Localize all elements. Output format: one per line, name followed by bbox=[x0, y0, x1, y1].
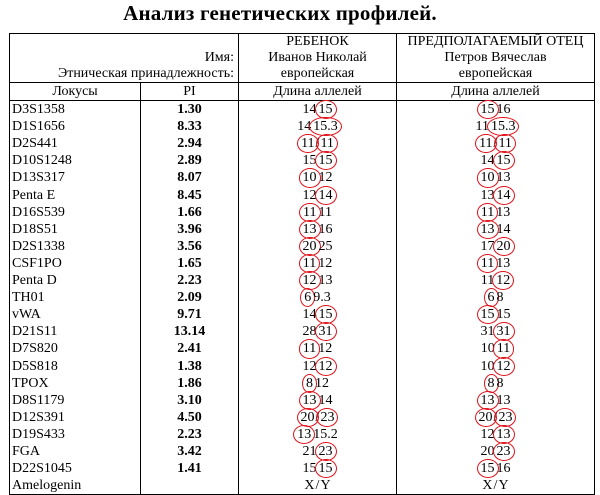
table-row bbox=[10, 255, 595, 272]
child-role: РЕБЕНОК bbox=[239, 34, 397, 51]
matching-allele: 15.3 bbox=[490, 119, 516, 135]
allele: 14 bbox=[302, 102, 317, 118]
header-row-role bbox=[10, 34, 595, 51]
child-name: Иванов Николай bbox=[239, 50, 397, 66]
child-alleles bbox=[239, 426, 397, 443]
father-name: Петров Вячеслав bbox=[397, 50, 595, 66]
pi-value: 1.66 bbox=[141, 204, 239, 221]
locus-name: Penta D bbox=[10, 272, 141, 289]
father-alleles bbox=[397, 477, 595, 495]
table-row bbox=[10, 118, 595, 135]
matching-allele: 11 bbox=[498, 136, 512, 152]
locus-name: Amelogenin bbox=[10, 477, 141, 495]
allele: 12 bbox=[302, 358, 317, 374]
table-row bbox=[10, 323, 595, 340]
father-alleles bbox=[397, 135, 595, 152]
pi-value: 1.41 bbox=[141, 460, 239, 477]
father-alleles bbox=[397, 204, 595, 221]
matching-allele: 15 bbox=[318, 102, 333, 118]
allele: X bbox=[304, 478, 315, 494]
matching-allele: 31 bbox=[318, 324, 333, 340]
allele: 16 bbox=[318, 221, 333, 237]
matching-allele: 15 bbox=[496, 153, 511, 169]
allele: 14 bbox=[297, 119, 312, 135]
matching-allele: 13 bbox=[302, 221, 317, 237]
father-alleles bbox=[397, 221, 595, 238]
pi-value: 8.45 bbox=[141, 187, 239, 204]
child-alleles bbox=[239, 460, 397, 477]
allele: 13 bbox=[480, 187, 495, 203]
table-row bbox=[10, 426, 595, 443]
allele-separator: / bbox=[315, 136, 320, 152]
locus-name: D3S1358 bbox=[10, 101, 141, 119]
child-alleles bbox=[239, 477, 397, 495]
allele: 21 bbox=[302, 443, 317, 459]
ethnicity-label: Этническая принадлежность: bbox=[10, 66, 239, 83]
allele: 15 bbox=[496, 307, 511, 323]
locus-name: FGA bbox=[10, 443, 141, 460]
allele: 11 bbox=[480, 273, 495, 289]
locus-name: Penta E bbox=[10, 187, 141, 204]
matching-allele: 20 bbox=[478, 409, 493, 425]
pi-value: 4.50 bbox=[141, 409, 239, 426]
pi-value: 3.10 bbox=[141, 392, 239, 409]
child-alleles bbox=[239, 289, 397, 306]
locus-name: D2S441 bbox=[10, 135, 141, 152]
father-alleles bbox=[397, 169, 595, 186]
matching-allele: 20 bbox=[300, 409, 315, 425]
allele-separator: / bbox=[315, 478, 320, 494]
father-alleles bbox=[397, 238, 595, 255]
father-alleles bbox=[397, 340, 595, 357]
matching-allele: 8 bbox=[487, 375, 495, 391]
father-alleles bbox=[397, 272, 595, 289]
allele: 25 bbox=[318, 238, 333, 254]
child-alleles bbox=[239, 272, 397, 289]
father-alleles bbox=[397, 426, 595, 443]
genetic-profile-table bbox=[9, 33, 595, 495]
father-alleles bbox=[397, 392, 595, 409]
matching-allele: 14 bbox=[496, 187, 511, 203]
allele: X bbox=[482, 478, 493, 494]
matching-allele: 13 bbox=[297, 426, 312, 442]
child-alleles bbox=[239, 169, 397, 186]
matching-allele: 13 bbox=[480, 221, 495, 237]
father-alleles bbox=[397, 255, 595, 272]
table-row bbox=[10, 358, 595, 375]
table-row bbox=[10, 409, 595, 426]
matching-allele: 23 bbox=[496, 443, 511, 459]
table-row bbox=[10, 152, 595, 169]
father-alleles bbox=[397, 358, 595, 375]
allele: 28 bbox=[302, 324, 317, 340]
child-alleles bbox=[239, 358, 397, 375]
allele: 17 bbox=[480, 238, 495, 254]
pi-value: 2.23 bbox=[141, 272, 239, 289]
table-row bbox=[10, 101, 595, 119]
child-alleles bbox=[239, 187, 397, 204]
table-row bbox=[10, 306, 595, 323]
matching-allele: 11 bbox=[301, 136, 315, 152]
matching-allele: 11 bbox=[302, 341, 317, 357]
allele: 15.2 bbox=[313, 426, 338, 442]
matching-allele: 6 bbox=[487, 290, 495, 306]
matching-allele: 13 bbox=[302, 392, 317, 408]
matching-allele: 23 bbox=[320, 409, 335, 425]
father-alleles bbox=[397, 375, 595, 392]
child-alleles bbox=[239, 135, 397, 152]
allele: 12 bbox=[315, 375, 329, 391]
child-alleles bbox=[239, 323, 397, 340]
allele: 13 bbox=[496, 170, 511, 186]
allele: 8 bbox=[496, 375, 504, 391]
table-row bbox=[10, 272, 595, 289]
column-header-pi: PI bbox=[141, 83, 239, 101]
pi-value: 1.86 bbox=[141, 375, 239, 392]
locus-name: vWA bbox=[10, 306, 141, 323]
father-alleles bbox=[397, 152, 595, 169]
allele-separator: / bbox=[493, 409, 498, 425]
matching-allele: 10 bbox=[480, 170, 495, 186]
locus-name: D19S433 bbox=[10, 426, 141, 443]
locus-name: D21S11 bbox=[10, 323, 141, 340]
allele: Y bbox=[320, 478, 331, 494]
matching-allele: 11 bbox=[303, 204, 317, 220]
allele: 14 bbox=[302, 307, 317, 323]
father-alleles bbox=[397, 289, 595, 306]
allele: Y bbox=[498, 478, 509, 494]
matching-allele: 13 bbox=[496, 426, 511, 442]
child-alleles bbox=[239, 152, 397, 169]
father-alleles bbox=[397, 101, 595, 119]
locus-name: D2S1338 bbox=[10, 238, 141, 255]
table-row bbox=[10, 221, 595, 238]
locus-name: TPOX bbox=[10, 375, 141, 392]
matching-allele: 11 bbox=[479, 136, 493, 152]
father-alleles bbox=[397, 443, 595, 460]
matching-allele: 15.3 bbox=[313, 119, 338, 135]
table-row bbox=[10, 460, 595, 477]
matching-allele: 6 bbox=[304, 290, 312, 306]
allele: 10 bbox=[480, 341, 495, 357]
pi-value: 1.65 bbox=[141, 255, 239, 272]
table-row bbox=[10, 392, 595, 409]
allele: 20 bbox=[480, 443, 495, 459]
pi-value: 2.09 bbox=[141, 289, 239, 306]
child-ethnicity: европейская bbox=[239, 66, 397, 83]
allele-separator: / bbox=[493, 478, 498, 494]
child-alleles bbox=[239, 255, 397, 272]
pi-value: 9.71 bbox=[141, 306, 239, 323]
locus-name: D10S1248 bbox=[10, 152, 141, 169]
document-title: Анализ генетических профилей. bbox=[123, 1, 437, 25]
table-row bbox=[10, 169, 595, 186]
allele: 12 bbox=[318, 255, 333, 271]
pi-value: 1.38 bbox=[141, 358, 239, 375]
table-row bbox=[10, 204, 595, 221]
child-alleles bbox=[239, 204, 397, 221]
locus-name: D16S539 bbox=[10, 204, 141, 221]
pi-value: 2.23 bbox=[141, 426, 239, 443]
child-alleles bbox=[239, 118, 397, 135]
locus-name: D18S51 bbox=[10, 221, 141, 238]
matching-allele: 12 bbox=[302, 273, 317, 289]
allele: 14 bbox=[318, 392, 333, 408]
locus-name: TH01 bbox=[10, 289, 141, 306]
header-row-ethnicity bbox=[10, 66, 595, 83]
table-row bbox=[10, 187, 595, 204]
child-alleles bbox=[239, 392, 397, 409]
matching-allele: 15 bbox=[318, 461, 333, 477]
father-alleles bbox=[397, 409, 595, 426]
child-alleles bbox=[239, 221, 397, 238]
matching-allele: 23 bbox=[498, 409, 513, 425]
allele: 8 bbox=[496, 290, 504, 306]
matching-allele: 15 bbox=[480, 461, 495, 477]
locus-name: D8S1179 bbox=[10, 392, 141, 409]
pi-value: 3.56 bbox=[141, 238, 239, 255]
matching-allele: 20 bbox=[496, 238, 511, 254]
child-alleles bbox=[239, 306, 397, 323]
table-row bbox=[10, 289, 595, 306]
locus-name: D12S391 bbox=[10, 409, 141, 426]
allele: 12 bbox=[480, 426, 495, 442]
matching-allele: 15 bbox=[318, 153, 333, 169]
allele: 13 bbox=[496, 204, 511, 220]
child-alleles bbox=[239, 238, 397, 255]
matching-allele: 31 bbox=[496, 324, 511, 340]
locus-name: D22S1045 bbox=[10, 460, 141, 477]
father-role: ПРЕДПОЛАГАЕМЫЙ ОТЕЦ bbox=[397, 34, 595, 51]
matching-allele: 14 bbox=[318, 187, 333, 203]
allele: 12 bbox=[302, 187, 317, 203]
locus-name: D7S820 bbox=[10, 340, 141, 357]
matching-allele: 11 bbox=[320, 136, 334, 152]
column-header-row bbox=[10, 83, 595, 101]
pi-value: 13.14 bbox=[141, 323, 239, 340]
table-row bbox=[10, 135, 595, 152]
column-header-child-length: Длина аллелей bbox=[239, 83, 397, 101]
matching-allele: 23 bbox=[318, 443, 333, 459]
locus-name: D1S1656 bbox=[10, 118, 141, 135]
father-alleles bbox=[397, 306, 595, 323]
matching-allele: 15 bbox=[480, 307, 495, 323]
pi-value: 2.41 bbox=[141, 340, 239, 357]
matching-allele: 15 bbox=[318, 307, 333, 323]
table-row bbox=[10, 340, 595, 357]
allele: 10 bbox=[480, 358, 495, 374]
allele-separator: / bbox=[315, 409, 320, 425]
pi-value: 2.89 bbox=[141, 152, 239, 169]
child-alleles bbox=[239, 409, 397, 426]
allele: 16 bbox=[496, 102, 511, 118]
locus-name: D13S317 bbox=[10, 169, 141, 186]
locus-name: D5S818 bbox=[10, 358, 141, 375]
matching-allele: 20 bbox=[302, 238, 317, 254]
header-row-name bbox=[10, 50, 595, 66]
column-header-father-length: Длина аллелей bbox=[397, 83, 595, 101]
allele: 14 bbox=[480, 153, 495, 169]
table-row bbox=[10, 238, 595, 255]
matching-allele: 12 bbox=[318, 358, 333, 374]
father-alleles bbox=[397, 187, 595, 204]
matching-allele: 11 bbox=[480, 255, 495, 271]
father-ethnicity: европейская bbox=[397, 66, 595, 83]
allele: 11 bbox=[475, 119, 489, 135]
allele: 16 bbox=[496, 461, 511, 477]
matching-allele: 12 bbox=[496, 358, 511, 374]
locus-name: CSF1PO bbox=[10, 255, 141, 272]
allele: 12 bbox=[318, 341, 333, 357]
matching-allele: 12 bbox=[496, 273, 511, 289]
matching-allele: 15 bbox=[480, 102, 495, 118]
child-alleles bbox=[239, 101, 397, 119]
pi-value: 3.42 bbox=[141, 443, 239, 460]
table-row bbox=[10, 477, 595, 495]
allele: 15 bbox=[302, 461, 317, 477]
child-alleles bbox=[239, 375, 397, 392]
child-alleles bbox=[239, 443, 397, 460]
table-row bbox=[10, 443, 595, 460]
matching-allele: 10 bbox=[302, 170, 317, 186]
allele: 15 bbox=[302, 153, 317, 169]
pi-value: 8.33 bbox=[141, 118, 239, 135]
child-alleles bbox=[239, 340, 397, 357]
matching-allele: 8 bbox=[306, 375, 313, 391]
father-alleles bbox=[397, 323, 595, 340]
father-alleles bbox=[397, 460, 595, 477]
table-row bbox=[10, 375, 595, 392]
allele: 31 bbox=[480, 324, 495, 340]
allele: 13 bbox=[496, 392, 511, 408]
name-label: Имя: bbox=[204, 50, 234, 65]
matching-allele: 11 bbox=[302, 255, 317, 271]
allele: 14 bbox=[496, 221, 511, 237]
father-alleles bbox=[397, 118, 595, 135]
allele-separator: / bbox=[493, 136, 498, 152]
column-header-locus: Локусы bbox=[10, 83, 141, 101]
matching-allele: 13 bbox=[480, 392, 495, 408]
pi-value: 2.94 bbox=[141, 135, 239, 152]
allele: 11 bbox=[318, 204, 332, 220]
matching-allele: 11 bbox=[496, 341, 511, 357]
allele: 13 bbox=[496, 255, 511, 271]
pi-value: 1.30 bbox=[141, 101, 239, 119]
pi-value: 3.96 bbox=[141, 221, 239, 238]
matching-allele: 11 bbox=[480, 204, 495, 220]
pi-value: 8.07 bbox=[141, 169, 239, 186]
pi-value bbox=[141, 477, 239, 495]
allele: 9.3 bbox=[313, 290, 331, 306]
allele: 12 bbox=[318, 170, 333, 186]
allele: 13 bbox=[318, 273, 333, 289]
